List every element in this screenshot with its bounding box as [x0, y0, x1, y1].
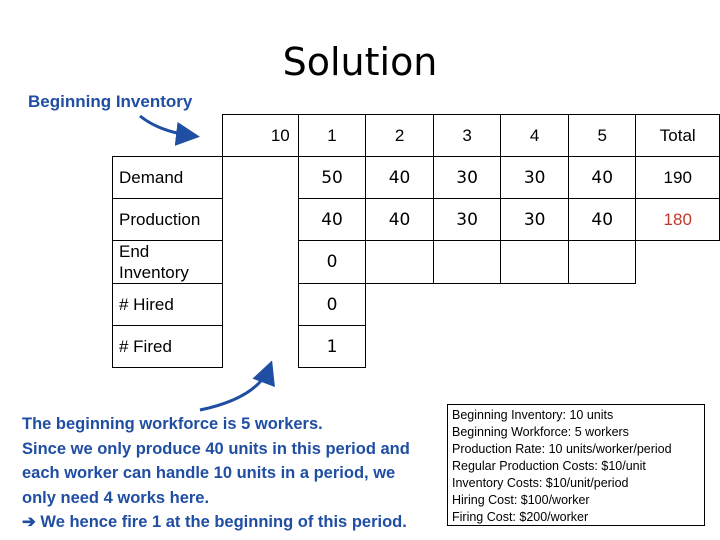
row-label: End Inventory	[113, 241, 223, 284]
explanation-line: only need 4 works here.	[22, 488, 210, 507]
header-cell: 3	[433, 115, 501, 157]
arrow-to-beginning-inventory	[140, 116, 194, 136]
explanation-line: each worker can handle 10 units in a period, we	[22, 464, 396, 482]
header-cell: 2	[366, 115, 434, 157]
table-cell: 40	[366, 157, 434, 199]
total-cell-highlight: 180	[636, 199, 720, 241]
row-label: # Hired	[113, 284, 223, 326]
table-cell: 40	[366, 199, 434, 241]
row-label: Production	[113, 199, 223, 241]
header-cell: 4	[501, 115, 569, 157]
explanation-line: The beginning workforce is 5 workers.	[22, 415, 323, 433]
table-cell: 40	[568, 157, 636, 199]
parameter-line: Beginning Workforce: 5 workers	[452, 425, 629, 439]
table-cell: 1	[298, 326, 366, 368]
parameter-line: Inventory Costs: $10/unit/period	[452, 476, 629, 490]
parameter-line: Hiring Cost: $100/worker	[452, 493, 590, 507]
parameter-line: Production Rate: 10 units/worker/period	[452, 442, 672, 456]
header-cell: 10	[223, 115, 298, 157]
table-cell: 30	[501, 157, 569, 199]
parameter-line: Beginning Inventory: 10 units	[452, 408, 614, 422]
table-cell: 0	[298, 241, 366, 284]
parameter-line: Firing Cost: $200/worker	[452, 510, 589, 524]
arrow-right-icon: ➔	[22, 513, 41, 531]
table-cell: 40	[298, 199, 366, 241]
table-cell: 0	[298, 284, 366, 326]
total-cell: 190	[636, 157, 720, 199]
table-cell: 50	[298, 157, 366, 199]
row-label: # Fired	[113, 326, 223, 368]
header-cell: 5	[568, 115, 636, 157]
table-cell: 30	[433, 199, 501, 241]
arrow-to-fired-cell	[200, 366, 270, 410]
parameter-line: Regular Production Costs: $10/unit	[452, 459, 646, 473]
table-cell: 40	[568, 199, 636, 241]
header-cell-total: Total	[636, 115, 720, 157]
beginning-inventory-label: Beginning Inventory	[28, 92, 193, 111]
header-cell: 1	[298, 115, 366, 157]
page-title: Solution	[282, 40, 438, 84]
table-cell: 30	[501, 199, 569, 241]
table-cell: 30	[433, 157, 501, 199]
explanation-line: Since we only produce 40 units in this period and	[22, 439, 410, 458]
explanation-conclusion: ➔ We hence fire 1 at the beginning of this period.	[22, 513, 407, 531]
row-label: Demand	[113, 157, 223, 199]
